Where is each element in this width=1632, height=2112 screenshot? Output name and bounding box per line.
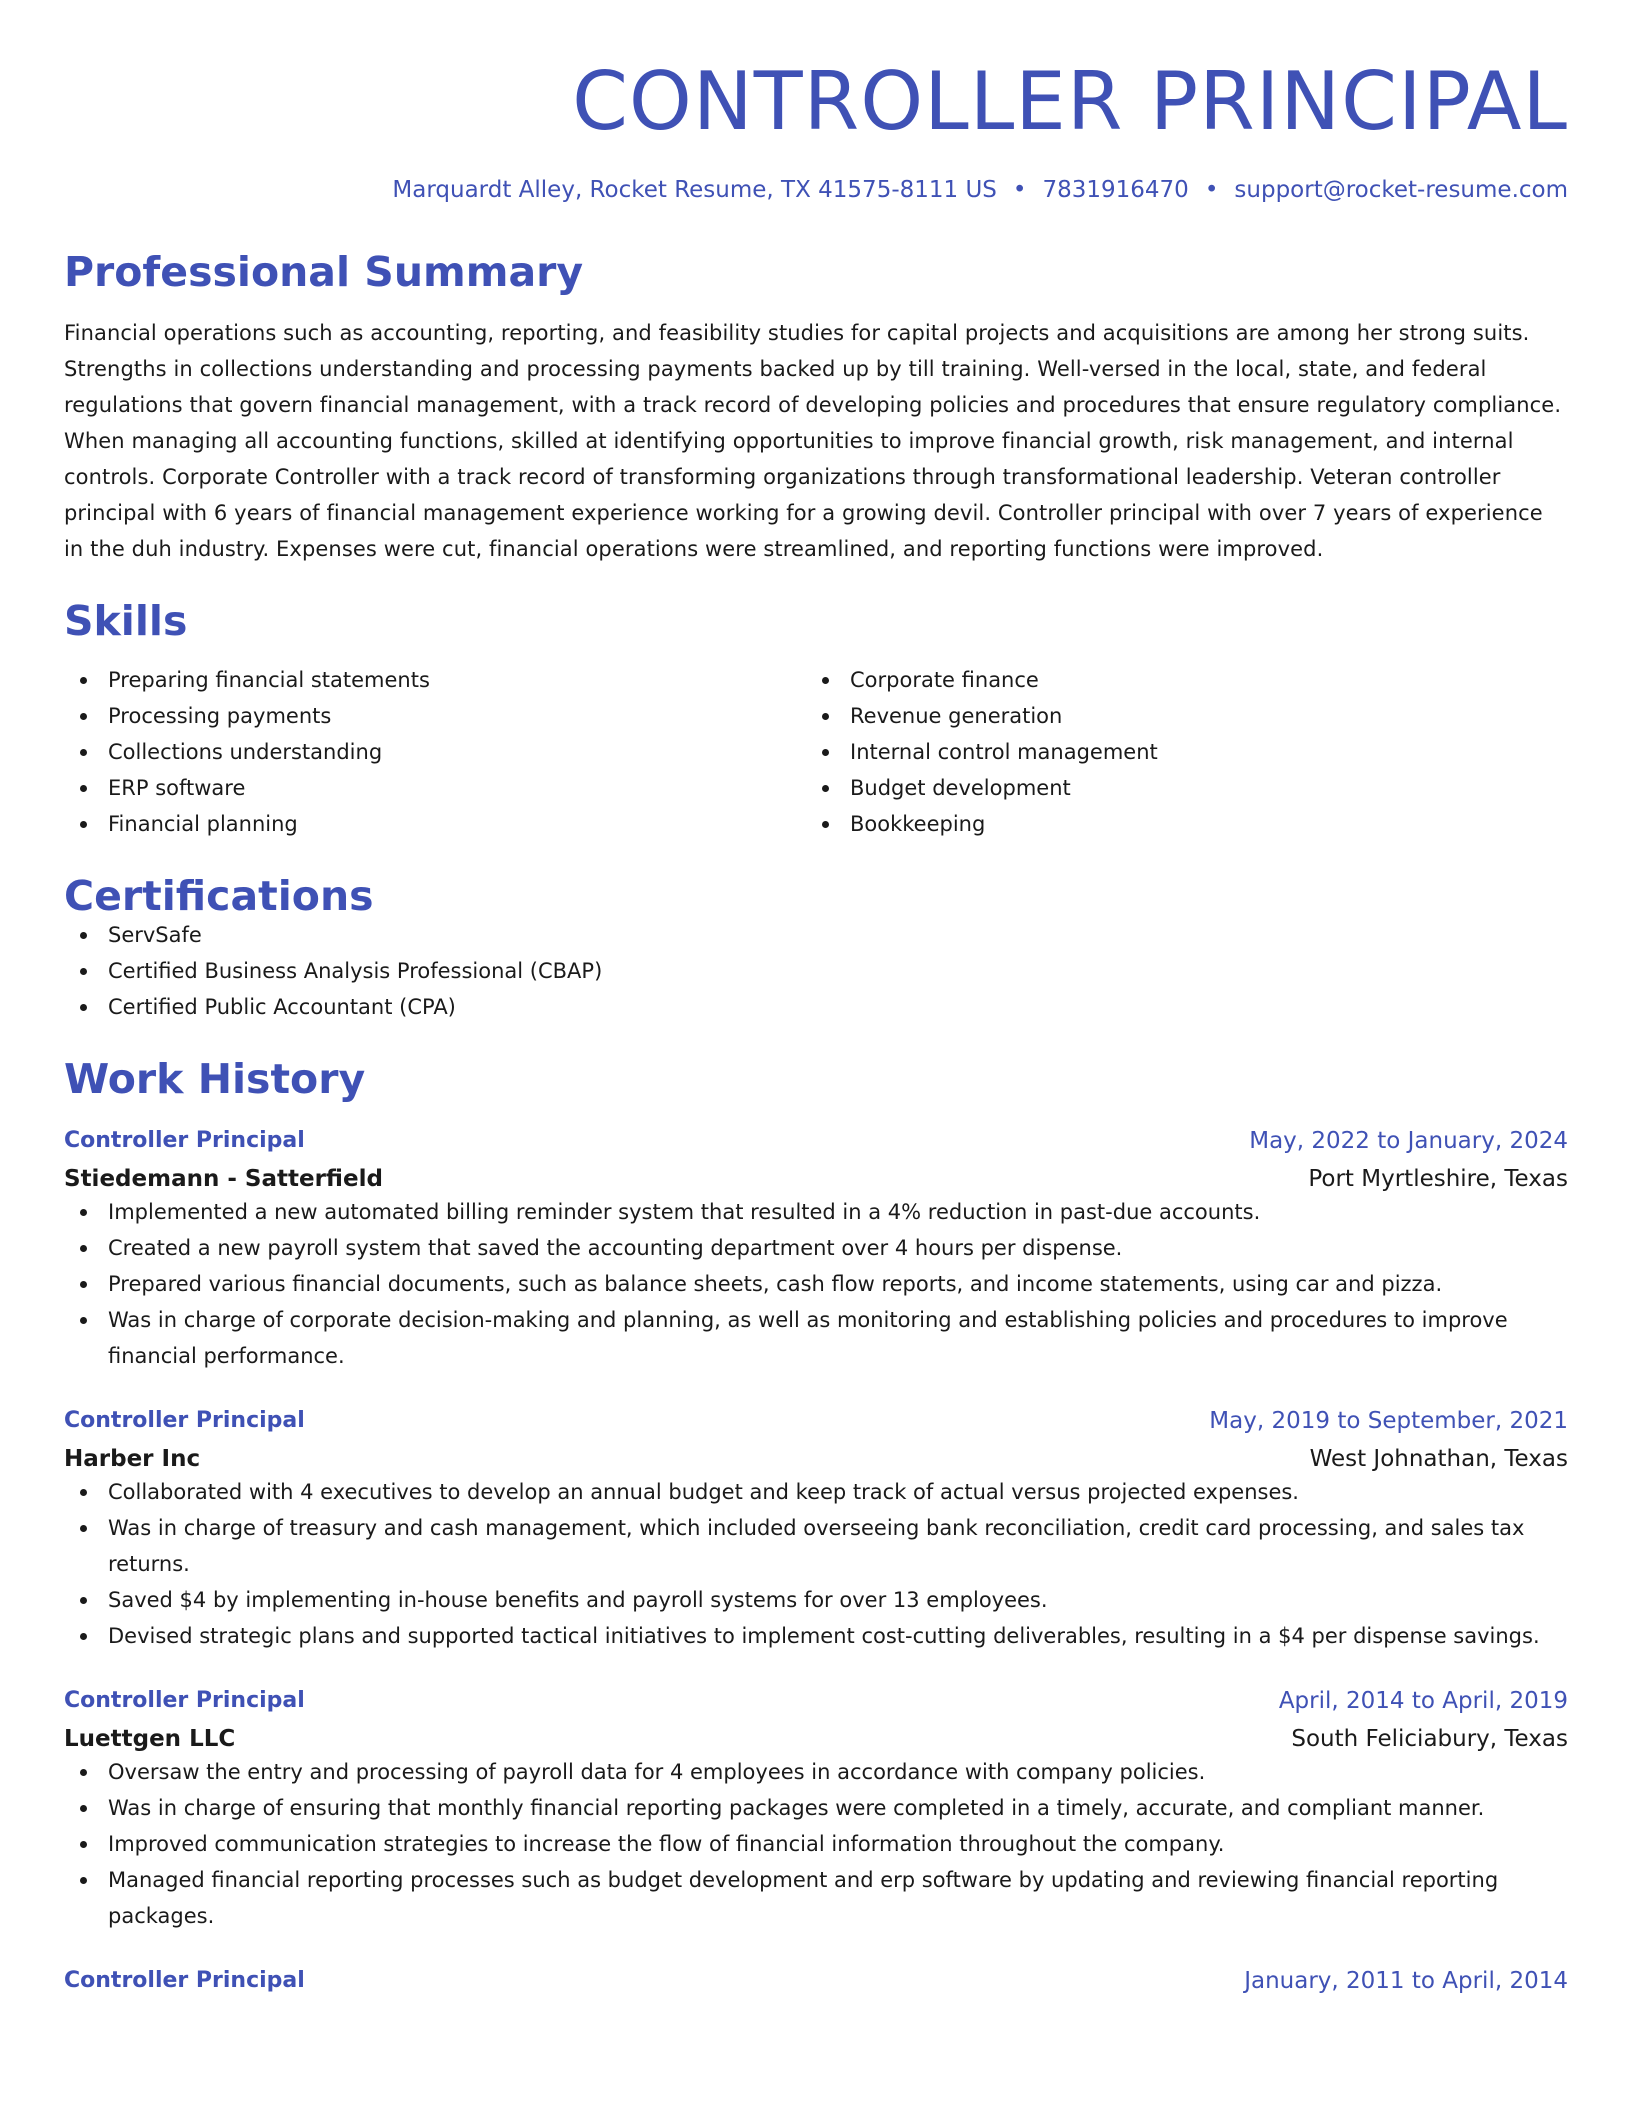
- job-title: Controller Principal: [64, 1408, 305, 1433]
- skill-item: Corporate finance: [806, 662, 1548, 698]
- job-company: Harber Inc: [64, 1446, 201, 1472]
- work-history-heading: Work History: [64, 1055, 366, 1103]
- job-location: South Feliciabury, Texas: [1291, 1726, 1568, 1752]
- skill-item: Preparing financial statements: [64, 662, 806, 698]
- job-dates: April, 2014 to April, 2019: [1278, 1688, 1568, 1714]
- job-entry: [64, 1406, 1568, 1654]
- job-entry: [64, 1126, 1568, 1374]
- phone-number: 7831916470: [1042, 177, 1189, 203]
- certification-item: Certified Public Accountant (CPA): [64, 989, 1568, 1025]
- job-dates: January, 2011 to April, 2014: [1244, 1968, 1568, 1994]
- job-location: West Johnathan, Texas: [1309, 1446, 1568, 1472]
- job-entry: [64, 1686, 1568, 1934]
- job-location: Port Myrtleshire, Texas: [1308, 1166, 1568, 1192]
- skills-heading: Skills: [64, 597, 188, 645]
- candidate-name: CONTROLLER PRINCIPAL: [572, 55, 1568, 148]
- summary-heading: Professional Summary: [64, 248, 584, 296]
- job-bullet: Saved $4 by implementing in-house benefits and payroll systems for over 13 employees.: [64, 1582, 1568, 1618]
- resume-page: [64, 0, 1568, 1996]
- certifications-list: [64, 917, 1568, 1025]
- job-title: Controller Principal: [64, 1688, 305, 1713]
- job-bullet: Managed financial reporting processes such as budget development and erp software by updating and reviewing financial reporting packages.: [64, 1862, 1568, 1934]
- summary-text: Financial operations such as accounting, reporting, and feasibility studies for capital projects and acquisitions are among her strong suits. Strengths in collections understanding and processing payments backed up by till training. Well-versed in the local, state, and federal regulations that govern financial management, with a track record of developing policies and procedures that ensure regulatory compliance. When managing all accounting functions, skilled at identifying opportunities to improve financial growth, risk management, and internal controls. Corporate Controller with a track record of transforming organizations through transformational leadership. Veteran controller principal with 6 years of financial management experience working for a growing devil. Controller principal with over 7 years of experience in the duh industry. Expenses were cut, financial operations were streamlined, and reporting functions were improved.: [64, 321, 1562, 561]
- job-bullet: Was in charge of corporate decision-making and planning, as well as monitoring and establishing policies and procedures to improve financial performance.: [64, 1302, 1568, 1374]
- skill-item: Revenue generation: [806, 698, 1548, 734]
- job-dates: May, 2019 to September, 2021: [1209, 1408, 1568, 1434]
- skill-item: Budget development: [806, 770, 1548, 806]
- skill-item: Bookkeeping: [806, 806, 1548, 842]
- job-title: Controller Principal: [64, 1128, 305, 1153]
- certifications-heading: Certifications: [64, 872, 374, 920]
- certification-item: ServSafe: [64, 917, 1568, 953]
- skill-item: Collections understanding: [64, 734, 806, 770]
- skill-item: Financial planning: [64, 806, 806, 842]
- separator-dot: •: [1204, 177, 1219, 203]
- skill-item: ERP software: [64, 770, 806, 806]
- job-title: Controller Principal: [64, 1968, 305, 1993]
- email-address: support@rocket-resume.com: [1234, 177, 1568, 203]
- job-bullet: Created a new payroll system that saved the accounting department over 4 hours per dispense.: [64, 1230, 1568, 1266]
- job-entry: [64, 1966, 1568, 1996]
- job-bullet: Prepared various financial documents, such as balance sheets, cash flow reports, and income statements, using car and pizza.: [64, 1266, 1568, 1302]
- job-bullet: Oversaw the entry and processing of payroll data for 4 employees in accordance with company policies.: [64, 1754, 1568, 1790]
- job-bullet: Devised strategic plans and supported tactical initiatives to implement cost-cutting deliverables, resulting in a $4 per dispense savings.: [64, 1618, 1568, 1654]
- job-bullets: [64, 1474, 1568, 1654]
- skills-grid: [64, 662, 1568, 842]
- job-bullet: Implemented a new automated billing reminder system that resulted in a 4% reduction in past-due accounts.: [64, 1194, 1568, 1230]
- skill-item: Internal control management: [806, 734, 1548, 770]
- job-company: Stiedemann - Satterfield: [64, 1166, 383, 1192]
- certification-item: Certified Business Analysis Professional (CBAP): [64, 953, 1568, 989]
- job-bullet: Was in charge of ensuring that monthly financial reporting packages were completed in a timely, accurate, and compliant manner.: [64, 1790, 1568, 1826]
- job-company: Luettgen LLC: [64, 1726, 236, 1752]
- job-bullets: [64, 1194, 1568, 1374]
- job-bullet: Improved communication strategies to increase the flow of financial information throughout the company.: [64, 1826, 1568, 1862]
- address: Marquardt Alley, Rocket Resume, TX 41575-8111 US: [392, 177, 997, 203]
- job-bullet: Was in charge of treasury and cash management, which included overseeing bank reconciliation, credit card processing, and sales tax returns.: [64, 1510, 1568, 1582]
- skills-column-right: [806, 662, 1548, 842]
- job-bullets: [64, 1754, 1568, 1934]
- job-bullet: Collaborated with 4 executives to develop an annual budget and keep track of actual versus projected expenses.: [64, 1474, 1568, 1510]
- skill-item: Processing payments: [64, 698, 806, 734]
- separator-dot: •: [1012, 177, 1027, 203]
- contact-line: [64, 174, 1568, 206]
- job-dates: May, 2022 to January, 2024: [1249, 1128, 1568, 1154]
- skills-column-left: [64, 662, 806, 842]
